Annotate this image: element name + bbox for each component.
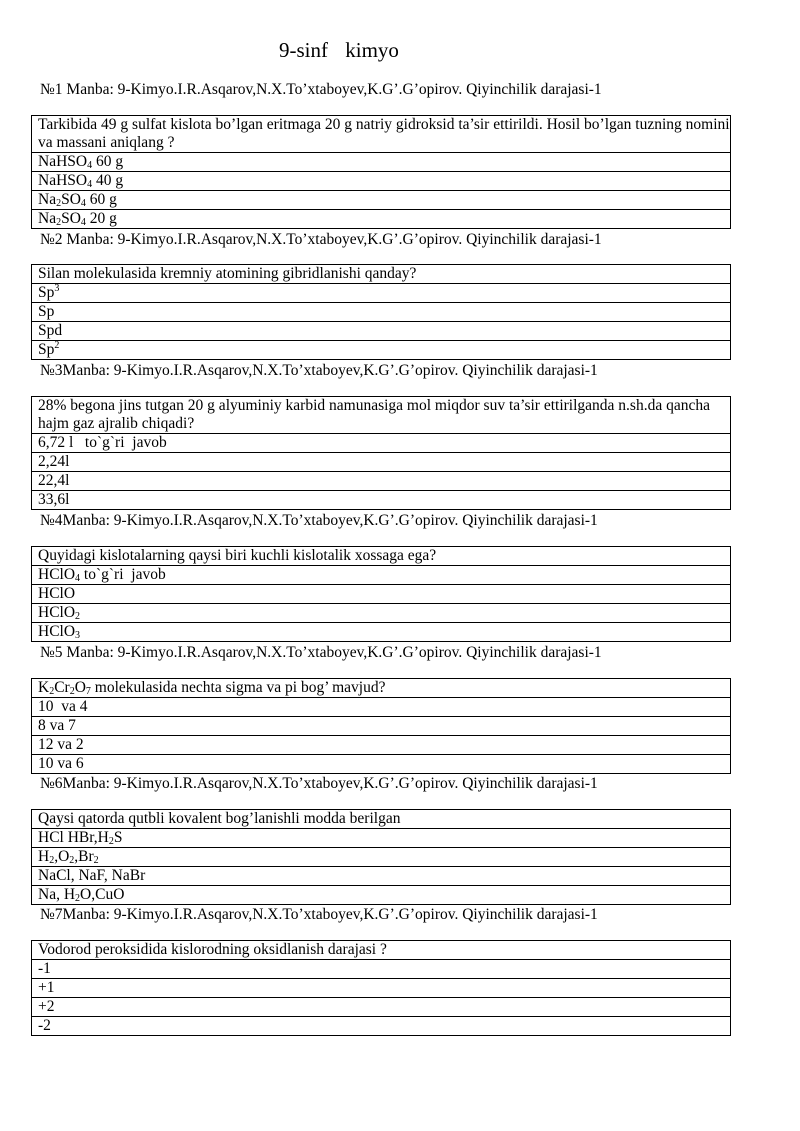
answer-option: HClO — [32, 585, 731, 604]
answer-option: Sp$^3$ — [32, 284, 731, 303]
answer-option: 6,72 l to`g`ri javob — [32, 434, 731, 453]
answer-option: HCl $HBr,H_2S$ — [32, 829, 731, 848]
answer-option: +2 — [32, 998, 731, 1017]
question-2-text: Silan molekulasida kremniy atomining gibridlanishi qanday? — [32, 265, 731, 284]
question-5-table — [31, 678, 731, 774]
answer-option: +1 — [32, 979, 731, 998]
question-7-table — [31, 940, 731, 1036]
question-6-source: №6Manba: 9-Kimyo.I.R.Asqarov,N.X.To’xtaboyev,K.G’.G’opirov. Qiyinchilik darajasi-1 — [40, 775, 598, 792]
question-3-table — [31, 396, 731, 510]
answer-option: Spd — [32, 322, 731, 341]
question-3-text: 28% begona jins tutgan 20 g alyuminiy karbid namunasiga mol miqdor suv ta’sir ettirilganda n.sh.da qancha hajm gaz ajralib chiqadi? — [32, 397, 731, 434]
question-7-text: Vodorod peroksidida kislorodning oksidlanish darajasi ? — [32, 941, 731, 960]
question-7-source: №7Manba: 9-Kimyo.I.R.Asqarov,N.X.To’xtaboyev,K.G’.G’opirov. Qiyinchilik darajasi-1 — [40, 906, 598, 923]
answer-option: 8 va 7 — [32, 717, 731, 736]
answer-option: NaHSO$_4$ 40 g — [32, 172, 731, 191]
page-title: 9-sinf kimyo — [279, 38, 399, 62]
answer-option: 22,4l — [32, 472, 731, 491]
question-1-source: №1 Manba: 9-Kimyo.I.R.Asqarov,N.X.To’xtaboyev,K.G’.G’opirov. Qiyinchilik darajasi-1 — [40, 81, 602, 98]
answer-option: 10 va 6 — [32, 755, 731, 774]
answer-option: Sp — [32, 303, 731, 322]
answer-option: HClO$_2$ — [32, 604, 731, 623]
answer-option: 10 va 4 — [32, 698, 731, 717]
answer-option: -2 — [32, 1017, 731, 1036]
answer-option: NaHSO$_4$ 60 g — [32, 153, 731, 172]
question-6-text: Qaysi qatorda qutbli kovalent bog’lanishli modda berilgan — [32, 810, 731, 829]
answer-option: -1 — [32, 960, 731, 979]
question-2-table — [31, 264, 731, 360]
answer-option: HClO$_4$ to`g`ri javob — [32, 566, 731, 585]
answer-option: 33,6l — [32, 491, 731, 510]
answer-option: $Na_2SO_4$ 20 g — [32, 210, 731, 229]
question-1-table — [31, 115, 731, 229]
answer-option: $H_2,O_2,Br_2$ — [32, 848, 731, 867]
answer-option: 2,24l — [32, 453, 731, 472]
question-4-source: №4Manba: 9-Kimyo.I.R.Asqarov,N.X.To’xtaboyev,K.G’.G’opirov. Qiyinchilik darajasi-1 — [40, 512, 598, 529]
answer-option: 12 va 2 — [32, 736, 731, 755]
answer-option: NaCl, NaF, NaBr — [32, 867, 731, 886]
answer-option: $Na_2SO_4$ 60 g — [32, 191, 731, 210]
answer-option: Na, $H_2O,CuO$ — [32, 886, 731, 905]
answer-option: HClO$_3$ — [32, 623, 731, 642]
question-4-text: Quyidagi kislotalarning qaysi biri kuchli kislotalik xossaga ega? — [32, 547, 731, 566]
question-5-source: №5 Manba: 9-Kimyo.I.R.Asqarov,N.X.To’xtaboyev,K.G’.G’opirov. Qiyinchilik darajasi-1 — [40, 644, 602, 661]
question-1-text: Tarkibida 49 g sulfat kislota bo’lgan eritmaga 20 g natriy gidroksid ta’sir ettirildi. Hosil bo’lgan tuzning nomini va massani aniqlang ? — [32, 116, 731, 153]
question-6-table — [31, 809, 731, 905]
question-3-source: №3Manba: 9-Kimyo.I.R.Asqarov,N.X.To’xtaboyev,K.G’.G’opirov. Qiyinchilik darajasi-1 — [40, 362, 598, 379]
question-4-table — [31, 546, 731, 642]
answer-option: Sp$^2$ — [32, 341, 731, 360]
question-2-source: №2 Manba: 9-Kimyo.I.R.Asqarov,N.X.To’xtaboyev,K.G’.G’opirov. Qiyinchilik darajasi-1 — [40, 231, 602, 248]
question-5-text: $K_2Cr_2O_7$ molekulasida nechta sigma va pi bog’ mavjud? — [32, 679, 731, 698]
